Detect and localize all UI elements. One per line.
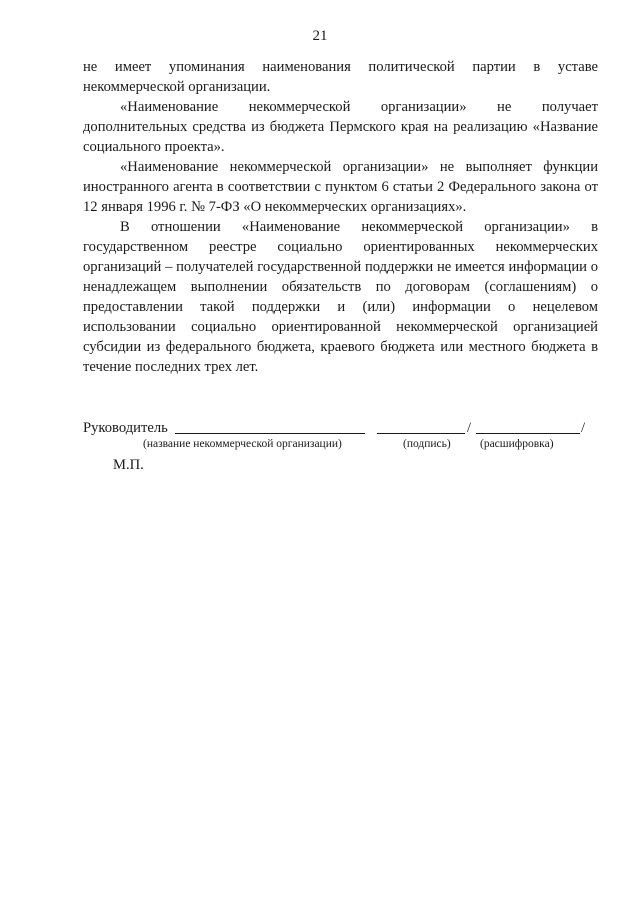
document-body <box>83 57 598 377</box>
paragraph-no-budget-funds: «Наименование некоммерческой организации» не получает дополнительных средства из бюджета Пермского края на реализацию «Название социального проекта». <box>83 99 598 155</box>
caption-decoding: (расшифровка) <box>480 438 554 450</box>
slash-separator: / <box>581 420 586 436</box>
signature-label: Руководитель <box>83 420 168 436</box>
paragraph-foreign-agent: «Наименование некоммерческой организации» не выполняет функции иностранного агента в соответствии с пунктом 6 статьи 2 Федерального закона от 12 января 1996 г. № 7-ФЗ «О некоммерческих организациях». <box>83 159 598 215</box>
page-number: 21 <box>312 28 328 44</box>
stamp-placeholder: М.П. <box>113 457 144 473</box>
caption-organization-name: (название некоммерческой организации) <box>143 438 342 450</box>
caption-signature: (подпись) <box>403 438 451 450</box>
slash-separator: / <box>467 420 472 436</box>
paragraph-registry: В отношении «Наименование некоммерческой организации» в государственном реестре социально ориентированных некоммерческих организаций – получателей государственной поддержки не имеется информации о ненадлежащем выполнении обязательств по договорам (соглашениям) о предоставлении такой поддержки и (или) информации о нецелевом использовании социально ориентированной некоммерческой организацией субсидии из федерального бюджета, краевого бюджета или местного бюджета в течение последних трех лет. <box>83 219 598 375</box>
signature-captions <box>0 437 640 453</box>
decoding-line <box>476 433 580 434</box>
signature-line <box>377 433 465 434</box>
paragraph-continuation: не имеет упоминания наименования политической партии в уставе некоммерческой организации. <box>83 59 598 95</box>
organization-name-line <box>175 433 365 434</box>
signature-block <box>83 418 603 438</box>
